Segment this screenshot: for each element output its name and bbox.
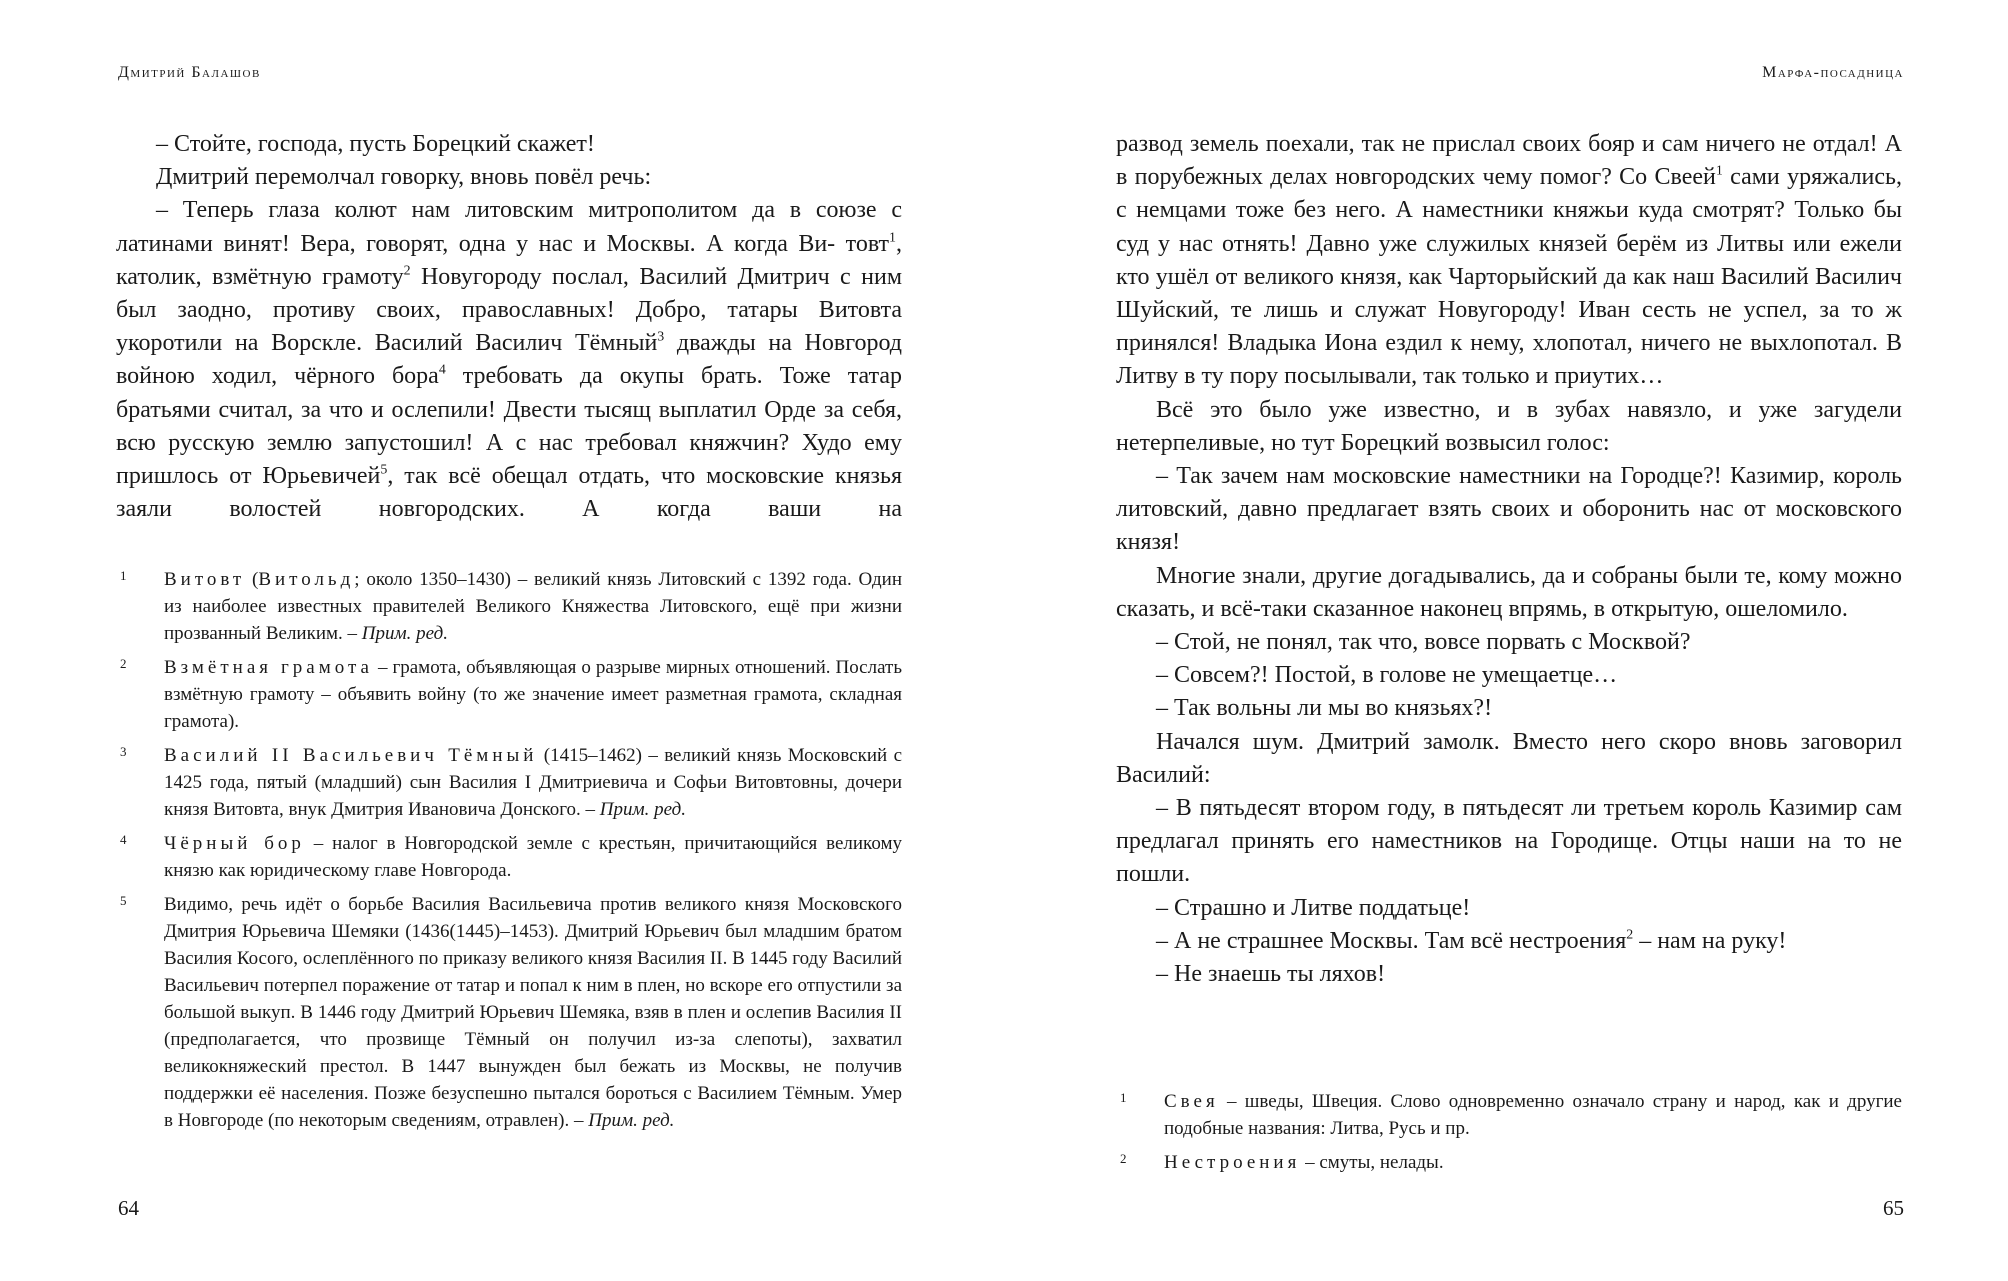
paragraph: Многие знали, другие догадывались, да и собраны были те, кому можно сказать, и всё-таки сказанное наконец впрямь, в открытую, ошеломило. (1116, 562, 1902, 622)
running-head-title: Марфа-посадница (1762, 64, 1904, 81)
paragraph: – Теперь глаза колют нам литовским митрополитом да в союзе с латинами винят! Вера, говорят, одна у нас и Москвы. А когда Ви- товт$^1$, католик, взмётную грамоту$^2$ Новугороду послал, Василий Дмитрич с ним был заодно, противу своих, православных! Добро, татары Витовта укоротили на Ворскле. Василий Василич Тёмный$^3$ дважды на Новгород войною ходил, чёрного бора$^4$ требовать да окупы брать. Тоже татар братьями считал, за что и ослепили! Двести тысящ выплатил Орде за себя, всю русскую землю запустошил! А с нас требовал княжчин? Худо ему пришлось от Юрьевичей$^5$, так всё обещал отдать, что московские князья заяли волостей новгородских. А когда ваши на (116, 197, 903, 523)
footnotes (1116, 1088, 1902, 1183)
paragraph: – Так вольны ли мы во князьях?! (1156, 695, 1493, 722)
paragraph: – Стойте, господа, пусть Борецкий скажет! (156, 131, 595, 157)
footnote-number: 1 (120, 568, 127, 583)
footnote-ref[interactable]: 3 (657, 329, 665, 345)
paragraph: Всё это было уже известно, и в зубах навязло, и уже загудели нетерпеливые, но тут Борецкий возвысил голос: (1116, 396, 1902, 456)
footnote: 3 Василий II Васильевич Тёмный (1415–1462) – великий князь Московский с 1425 года, пятый (младший) сын Василия I Дмитриевича и Софьи Витовтовны, дочери князя Витовта, внук Дмитрия Ивановича Донского. – Прим. ред. (116, 742, 902, 823)
footnote-ref[interactable]: 4 (438, 362, 446, 378)
paragraph: – А не страшнее Москвы. Там всё нестроения$^2$ – нам на руку! (1156, 927, 1787, 954)
footnote: 2 Взмётная грамота – грамота, объявляющая о разрыве мирных отношений. Послать взмётную грамоту – объявить войну (то же значение имеет разметная грамота, складная грамота). (116, 654, 902, 735)
footnote-number: 1 (1120, 1090, 1127, 1105)
footnotes (116, 566, 902, 1141)
running-head-author: Дмитрий Балашов (118, 64, 261, 81)
footnote: 4 Чёрный бор – налог в Новгородской земле с крестьян, причитающийся великому князю как юридическому главе Новгорода. (116, 830, 902, 884)
right-page (1004, 0, 2008, 1281)
page-number: 64 (118, 1196, 139, 1220)
paragraph: – Так зачем нам московские наместники на Городце?! Казимир, король литовский, давно предлагает взять своих и оборонить нас от московского князя! (1116, 463, 1902, 556)
footnote: 1 Свея – шведы, Швеция. Слово одновременно означало страну и народ, как и другие подобные названия: Литва, Русь и пр. (1116, 1088, 1902, 1142)
footnote-number: 4 (120, 832, 127, 847)
paragraph: – Совсем?! Постой, в голове не умещаетце… (1156, 662, 1618, 689)
paragraph: – В пятьдесят втором году, в пятьдесят ли третьем король Казимир сам предлагал принять его наместников на Городище. Отцы наши на то не пошли. (1116, 795, 1902, 888)
page-number: 65 (1883, 1196, 1904, 1220)
paragraph: – Не знаешь ты ляхов! (1156, 961, 1386, 988)
footnote: 1 Витовт (Витольд; около 1350–1430) – великий князь Литовский с 1392 года. Один из наиболее известных правителей Великого Княжества Литовского, ещё при жизни прозванный Великим. – Прим. ред. (116, 566, 902, 647)
paragraph: Начался шум. Дмитрий замолк. Вместо него скоро вновь заговорил Василий: (1116, 728, 1902, 788)
paragraph: развод земель поехали, так не прислал своих бояр и сам ничего не отдал! А в порубежных делах новгородских чему помог? Со Свеей$^1$ сами уряжались, с немцами тоже без него. А наместники княжьи куда смотрят? Только бы суд у нас отнять! Давно уже служилых князей берём из Литвы или ежели кто ушёл от великого князя, как Чарторыйский да как наш Василий Василич Шуйский, те лишь и служат Новугороду! Иван сесть не успел, за то ж принялся! Владыка Иона ездил к нему, хлопотал, ничего не выхлопотал. В Литву в ту пору посылывали, так только и приутих… (1116, 131, 1902, 390)
footnote-number: 3 (120, 744, 127, 759)
footnote-number: 2 (1120, 1151, 1127, 1166)
body-text (116, 128, 902, 526)
footnote-ref[interactable]: 1 (889, 229, 896, 245)
footnote-ref[interactable]: 2 (403, 263, 411, 279)
body-text (1116, 128, 1902, 991)
paragraph: – Стой, не понял, так что, вовсе порвать с Москвой? (1156, 629, 1691, 656)
footnote: 2 Нестроения – смуты, нелады. (1116, 1149, 1902, 1176)
paragraph: – Страшно и Литве поддатьце! (1156, 894, 1471, 921)
footnote-ref[interactable]: 5 (380, 462, 388, 478)
footnote-number: 5 (120, 893, 127, 908)
footnote-ref[interactable]: 1 (1715, 163, 1723, 179)
footnote-number: 2 (120, 656, 127, 671)
footnote: 5 Видимо, речь идёт о борьбе Василия Васильевича против великого князя Московского Дмитрия Юрьевича Шемяки (1436(1445)–1453). Дмитрий Юрьевич был младшим братом Василия Косого, ослеплённого по приказу великого князя Василия II. В 1445 году Василий Васильевич потерпел поражение от татар и попал к ним в плен, но вскоре его отпустили за большой выкуп. В 1446 году Дмитрий Юрьевич Шемяка, взяв в плен и ослепив Василия II (предполагается, что прозвище Тёмный он получил из-за слепоты), захватил великокняжеский престол. В 1447 вынужден был бежать из Москвы, не получив поддержки её населения. Позже безуспешно пытался бороться с Василием Тёмным. Умер в Новгороде (по некоторым сведениям, отравлен). – Прим. ред. (116, 891, 902, 1134)
footnote-ref[interactable]: 2 (1626, 927, 1634, 943)
paragraph: Дмитрий перемолчал говорку, вновь повёл речь: (156, 164, 652, 191)
